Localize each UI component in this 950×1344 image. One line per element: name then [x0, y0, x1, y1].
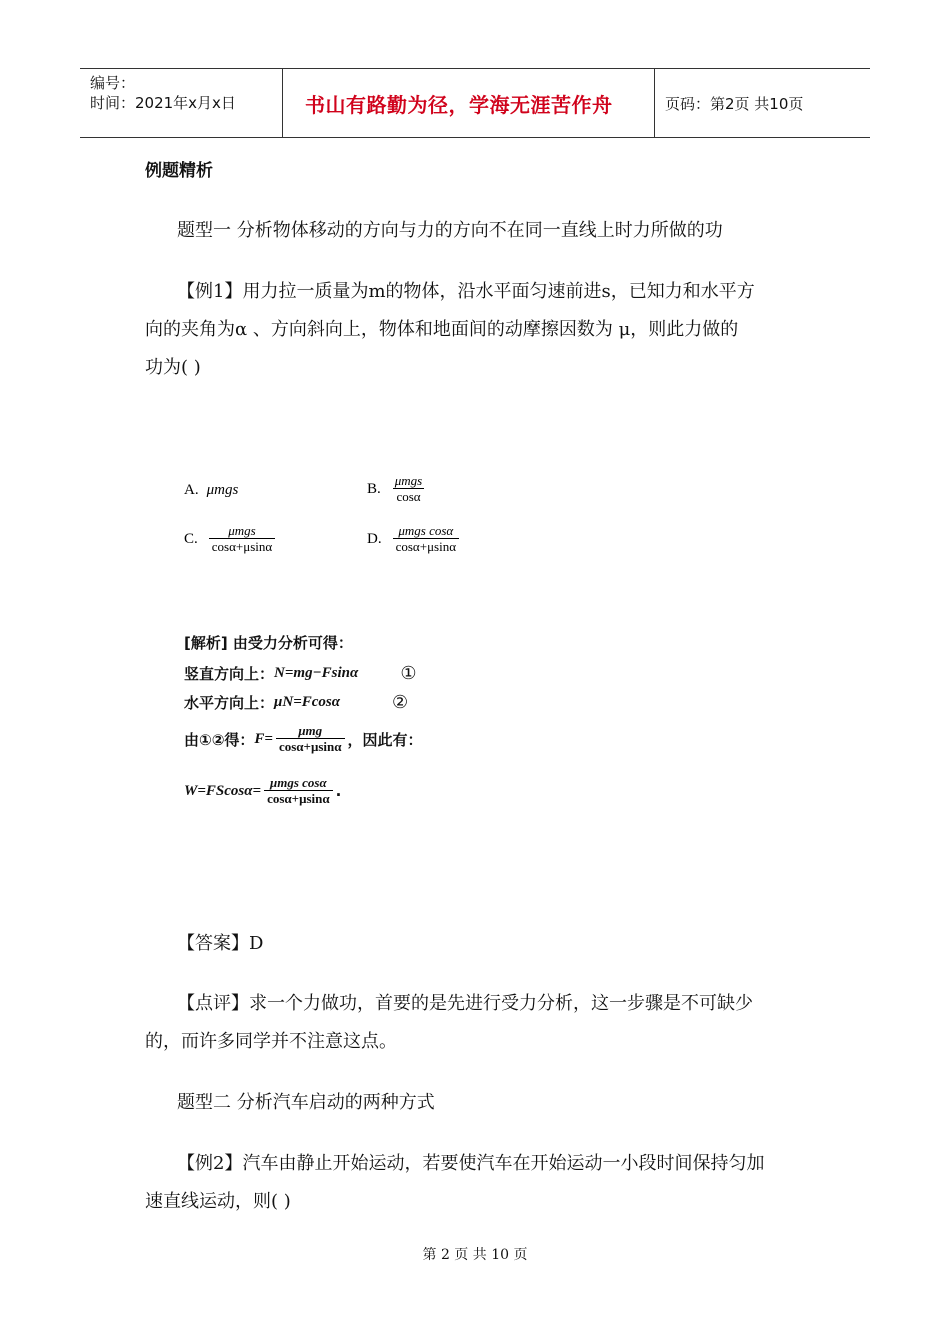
option-d	[367, 524, 462, 554]
type2-title: 题型二 分析汽车启动的两种方式	[177, 1092, 435, 1113]
header-meta	[80, 69, 283, 137]
derive-label: 由①②得：	[184, 730, 255, 749]
example1-line2: 向的夹角为α 、方向斜向上，物体和地面间的动摩擦因数为 μ，则此力做的	[145, 319, 739, 340]
option-d-numerator: μmgs cosα	[398, 523, 454, 538]
vertical-equation: N=mg−Fsinα	[274, 665, 359, 681]
option-c-numerator: μmgs	[228, 523, 256, 538]
option-a	[184, 482, 238, 499]
vertical-label: 竖直方向上：	[184, 665, 275, 683]
option-c-denominator: cosα+μsinα	[209, 538, 275, 554]
option-b-label: B.	[367, 480, 381, 497]
horizontal-equation: μN=Fcosα	[274, 694, 341, 710]
answer-text: 【答案】D	[177, 933, 264, 954]
header-page-info	[655, 69, 870, 137]
w-tail: .	[335, 782, 342, 800]
section-title: 例题精析	[145, 161, 213, 181]
derive-tail: ，因此有：	[347, 730, 423, 749]
horizontal-label: 水平方向上：	[184, 694, 275, 712]
option-d-label: D.	[367, 530, 382, 547]
w-denominator: cosα+μsinα	[264, 790, 333, 806]
number-label: 编号：	[90, 74, 136, 92]
solution-vertical	[184, 663, 416, 684]
circled-two-mark: ②	[392, 692, 409, 713]
w-numerator: μmgs cosα	[270, 775, 327, 790]
option-c-label: C.	[184, 530, 198, 547]
example1-line1: 【例1】用力拉一质量为m的物体，沿水平面匀速前进s，已知力和水平方	[177, 281, 755, 302]
solution-work	[184, 776, 341, 806]
f-lhs: F=	[254, 730, 273, 747]
option-b	[367, 474, 428, 504]
w-fraction	[264, 776, 333, 806]
option-b-numerator: μmgs	[394, 473, 423, 488]
solution-horizontal	[184, 692, 408, 713]
option-c-fraction	[209, 524, 275, 554]
header-motto-cell	[283, 69, 655, 137]
f-fraction	[276, 724, 345, 754]
example2-line1: 【例2】汽车由静止开始运动，若要使汽车在开始运动一小段时间保持匀加	[177, 1153, 765, 1174]
motto-text: 书山有路勤为径，学海无涯苦作舟	[305, 92, 613, 117]
example2-line2: 速直线运动，则( )	[145, 1191, 291, 1212]
date-label: 时间：2021年x月x日	[90, 94, 236, 112]
solution-intro: [解析] 由受力分析可得：	[184, 634, 353, 652]
type1-title: 题型一 分析物体移动的方向与力的方向不在同一直线上时力所做的功	[177, 220, 723, 241]
option-a-expr: μmgs	[206, 482, 239, 498]
w-lhs: W=FScosα=	[184, 782, 262, 799]
option-b-denominator: cosα	[393, 488, 423, 504]
option-d-fraction	[393, 524, 459, 554]
comment-line1: 【点评】求一个力做功，首要的是先进行受力分析，这一步骤是不可缺少	[177, 993, 753, 1014]
example1-line3: 功为( )	[145, 357, 201, 378]
f-numerator: μmg	[298, 723, 323, 738]
option-d-denominator: cosα+μsinα	[393, 538, 459, 554]
comment-line2: 的，而许多同学并不注意这点。	[145, 1031, 397, 1052]
option-b-fraction	[392, 474, 425, 504]
option-a-label: A.	[184, 482, 199, 498]
option-c	[184, 524, 278, 554]
solution-derive-f	[184, 724, 423, 754]
circled-one-mark: ①	[400, 663, 417, 684]
page-info-text: 页码：第2页 共10页	[665, 94, 804, 113]
page-header	[80, 68, 870, 138]
page-footer: 第 2 页 共 10 页	[422, 1247, 528, 1263]
f-denominator: cosα+μsinα	[276, 738, 345, 754]
